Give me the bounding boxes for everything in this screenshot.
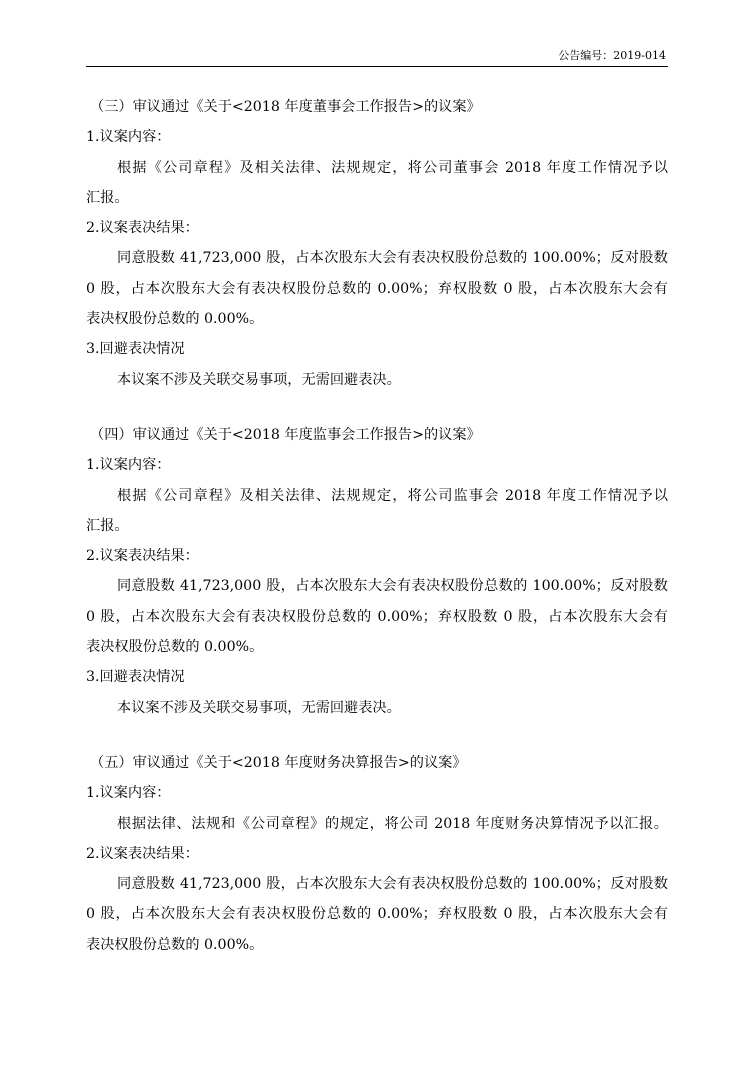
- result-label: 2.议案表决结果：: [86, 220, 199, 237]
- section-supervisory-report: [86, 420, 668, 723]
- section-heading: （四）审议通过《关于<2018 年度监事会工作报告>的议案》: [90, 426, 481, 443]
- content-text: 根据《公司章程》及相关法律、法规规定，将公司董事会 2018 年度工作情况予以: [117, 159, 668, 176]
- content-text: 汇报。: [86, 189, 129, 206]
- result-label: 2.议案表决结果：: [86, 845, 199, 862]
- avoid-text: 本议案不涉及关联交易事项，无需回避表决。: [117, 699, 401, 716]
- result-text: 表决权股份总数的 0.00%。: [86, 639, 264, 656]
- avoid-text: 本议案不涉及关联交易事项，无需回避表决。: [117, 371, 401, 388]
- section-heading: （三）审议通过《关于<2018 年度董事会工作报告>的议案》: [90, 99, 481, 115]
- announcement-number: 公告编号：2019-014: [558, 49, 666, 62]
- content-label: 1.议案内容：: [86, 785, 171, 802]
- avoid-label: 3.回避表决情况: [86, 341, 185, 358]
- document-body: [86, 92, 668, 960]
- result-text: 0 股，占本次股东大会有表决权股份总数的 0.00%；弃权股数 0 股，占本次股东大会有: [86, 608, 668, 625]
- result-text: 表决权股份总数的 0.00%。: [86, 936, 264, 953]
- page-header: [86, 46, 668, 67]
- content-text: 汇报。: [86, 517, 129, 534]
- avoid-label: 3.回避表决情况: [86, 669, 185, 686]
- result-text: 同意股数 41,723,000 股，占本次股东大会有表决权股份总数的 100.00%；反对股数: [117, 876, 668, 893]
- section-financial-report: [86, 748, 668, 960]
- result-label: 2.议案表决结果：: [86, 548, 199, 565]
- content-text: 根据《公司章程》及相关法律、法规规定，将公司监事会 2018 年度工作情况予以: [117, 487, 668, 504]
- content-text: 根据法律、法规和《公司章程》的规定，将公司 2018 年度财务决算情况予以汇报。: [117, 815, 668, 832]
- result-text: 同意股数 41,723,000 股，占本次股东大会有表决权股份总数的 100.00%；反对股数: [117, 578, 668, 595]
- section-heading: （五）审议通过《关于<2018 年度财务决算报告>的议案》: [90, 754, 467, 771]
- result-text: 表决权股份总数的 0.00%。: [86, 311, 264, 328]
- content-label: 1.议案内容：: [86, 457, 171, 474]
- section-board-report: [86, 92, 668, 395]
- content-label: 1.议案内容：: [86, 129, 171, 146]
- result-text: 0 股，占本次股东大会有表决权股份总数的 0.00%；弃权股数 0 股，占本次股东大会有: [86, 906, 668, 923]
- result-text: 同意股数 41,723,000 股，占本次股东大会有表决权股份总数的 100.00%；反对股数: [117, 250, 668, 267]
- result-text: 0 股，占本次股东大会有表决权股份总数的 0.00%；弃权股数 0 股，占本次股东大会有: [86, 280, 668, 297]
